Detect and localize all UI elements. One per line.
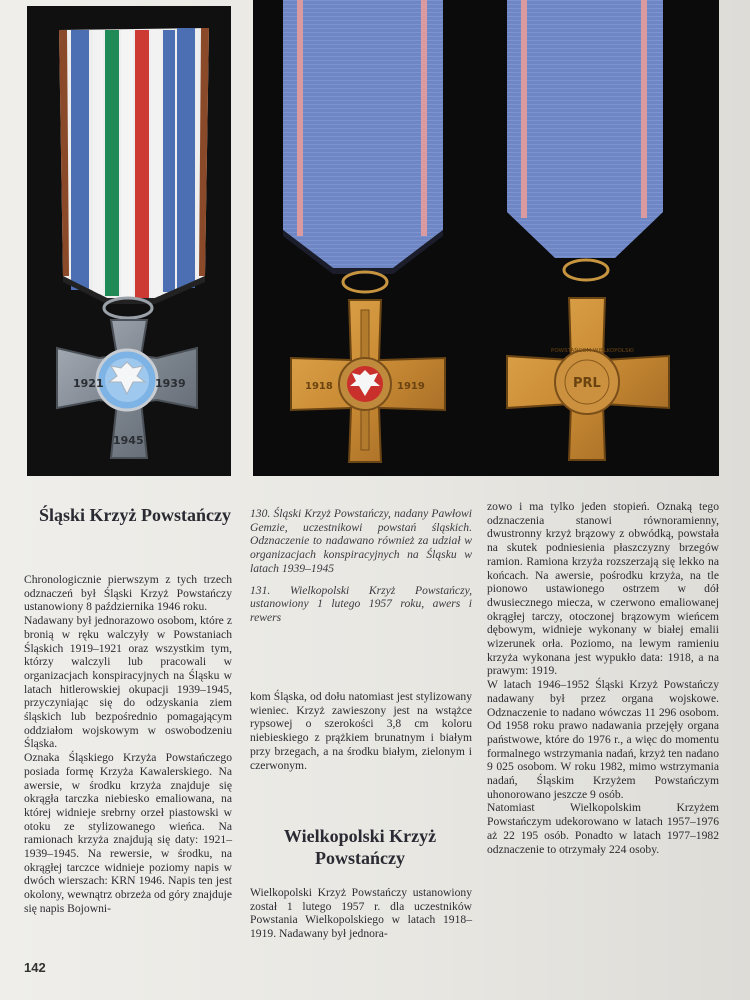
wlkp-ring-obverse xyxy=(343,272,387,292)
caption-131: 131. Wielkopolski Krzyż Powstańczy, ustanowiony 1 lutego 1957 roku, awers i rewers xyxy=(250,583,472,624)
slaski-date-bottom: 1945 xyxy=(113,434,144,447)
wlkp-ring-reverse xyxy=(564,260,608,280)
page-number: 142 xyxy=(24,960,46,975)
right-column xyxy=(487,500,719,856)
left-paragraph: Nadawany był jednorazowo osobom, które z bronią w ręku walczyły w Powstaniach Śląskich 1919–1921 oraz wszystkim tym, którzy walczyli lub pracowali w organizacjach konspiracyjnych na Śląsku w latach hitlerowskiej okupacji 1939–1945, przyczyniając się do odzyskania ziem śląskich lub bezpośrednio pomagającym oddziałom wojskowym w oswobodzeniu Śląska. xyxy=(24,614,232,751)
wielkopolski-crosses-image xyxy=(253,0,719,476)
wlkp-reverse-ring: POWSTAŃCOM WIELKOPOLSKI xyxy=(551,348,634,354)
middle-paragraph: kom Śląska, od dołu natomiast jest stylizowany wieniec. Krzyż zawieszony jest na wstążce rypsowej o szerokości 3,8 cm koloru niebieskiego z prążkiem brunatnym i białym przy brzegach, a na środku białym, zielonym i czerwonym. xyxy=(250,690,472,772)
heading-slaski: Śląski Krzyż Powstańczy xyxy=(39,505,231,525)
slaski-ribbon xyxy=(59,28,209,304)
slaski-date-right: 1939 xyxy=(155,377,186,390)
right-paragraph: Natomiast Wielkopolskim Krzyżem Powstańczym udekorowano w latach 1957–1976 aż 22 195 osób. Ponadto w latach 1977–1982 odznaczenie to otrzymały 224 osoby. xyxy=(487,801,719,856)
wlkp-date-left: 1918 xyxy=(305,381,333,392)
slaski-date-left: 1921 xyxy=(73,377,104,390)
wlkp-ribbon-obverse xyxy=(283,0,443,274)
photo-wielkopolski-crosses xyxy=(253,0,719,476)
right-paragraph: zowo i ma tylko jeden stopień. Oznaką tego odznaczenia stanowi równoramienny, dwustronny krzyż brązowy z obwódką, powstała na skutek podniesienia płaszczyzny brzegów ramion. Ramiona krzyża rozszerzają się lekko na końcach. Na awersie, pośrodku krzyża, na tle pionowo ustawionego ostrzem w dół dwusiecznego miecza, w czerwono emaliowanej okrągłej tarczy, otoczonej brązowym wieńcem dębowym, widnieje wykonany w białej emalii wizerunek orła. Poziomo, na lewym ramieniu krzyża wykonana jest wypukło data: 1918, a na prawym: 1919. xyxy=(487,500,719,678)
left-paragraph: Chronologicznie pierwszym z tych trzech odznaczeń był Śląski Krzyż Powstańczy ustanowiony 8 października 1946 roku. xyxy=(24,573,232,614)
wlkp-reverse-center: PRL xyxy=(573,376,601,391)
wlkp-ribbon-reverse xyxy=(507,0,663,258)
caption-130: 130. Śląski Krzyż Powstańczy, nadany Pawłowi Gemzie, uczestnikowi powstań śląskich. Odznaczenie to nadawano również za udział w organizacjach konspiracyjnych na Śląsku w latach 1939–1945 xyxy=(250,507,472,575)
wlkp-cross-reverse xyxy=(507,298,669,460)
wlkp-date-right: 1919 xyxy=(397,381,425,392)
heading-wielkopolski: Wielkopolski Krzyż Powstańczy xyxy=(283,826,437,868)
right-paragraph: W latach 1946–1952 Śląski Krzyż Powstańczy nadawany był przez organa wojskowe. Odznaczenie to nadano wówczas 11 296 osobom. Od 1958 roku prawo nadawania przejęły organa państwowe, które do 1976 r., a więc do momentu formalnego wstrzymania nadań, krzyż ten nadano 9 025 osobom. W roku 1982, mimo wstrzymania nadań, Śląskim Krzyżem Powstańczym uhonorowano jeszcze 9 osób. xyxy=(487,678,719,801)
left-column xyxy=(24,573,232,916)
middle-column xyxy=(250,690,472,772)
photo-slaski-cross xyxy=(27,6,231,476)
figure-captions xyxy=(250,507,472,633)
left-paragraph: Oznaka Śląskiego Krzyża Powstańczego posiada formę Krzyża Kawalerskiego. Na awersie, w środku krzyża znajduje się okrągła tarczka niebiesko emaliowana, na której widnieje srebrny orzeł piastowski w otoku ze stylizowanego wieńca. Na ramionach krzyża znajdują się daty: 1921–1939–1945. Na rewersie, w środku, na okrągłej tarczce widnieje poziomy napis w dwóch wierszach: KRN 1946. Napis ten jest okolony, wewnątrz obrzeża od góry znajduje się napis Bojowni- xyxy=(24,751,232,915)
middle-column-2 xyxy=(250,886,472,941)
slaski-cross-image xyxy=(27,6,231,476)
slaski-cross xyxy=(57,320,197,458)
middle-paragraph-2: Wielkopolski Krzyż Powstańczy ustanowiony został 1 lutego 1957 r. dla uczestników Powstania Wielkopolskiego w latach 1918–1919. Nadawany był jednora- xyxy=(250,886,472,941)
wlkp-cross-obverse xyxy=(291,300,445,462)
